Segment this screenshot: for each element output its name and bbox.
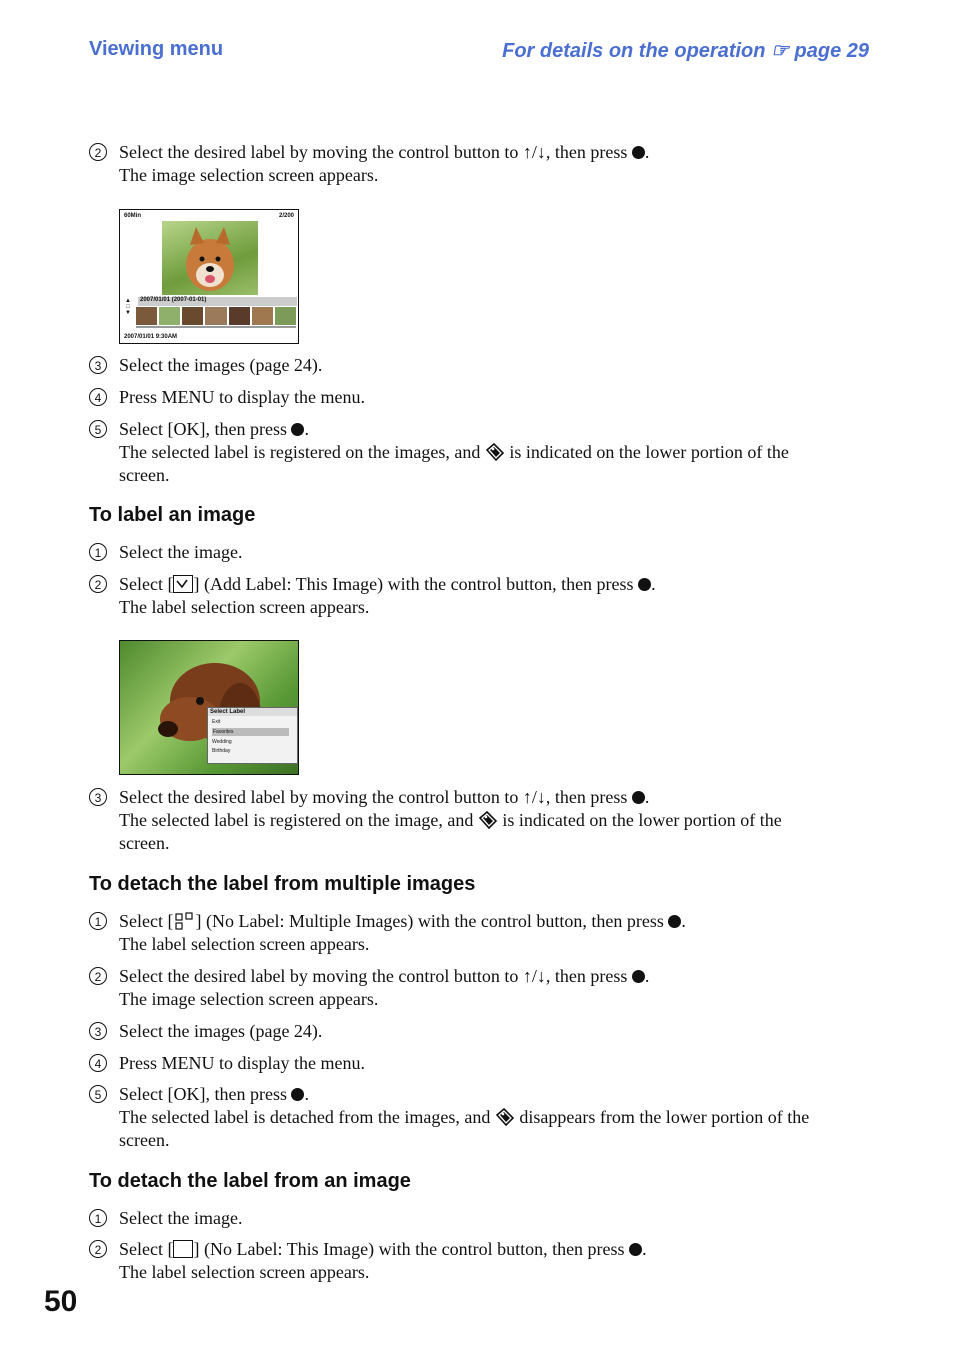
label-selection-screen: [119, 640, 299, 775]
step-2: 2 Select the desired label by moving the control button to ↑/↓, then press . The image selection screen appears.: [89, 141, 889, 187]
press-button-icon: [632, 791, 645, 804]
menu-item-birthday[interactable]: Birthday: [212, 748, 231, 754]
add-label-icon: [173, 575, 193, 593]
step-1: [89, 1207, 889, 1230]
step-2: 2 Select [ ] (No Label: This Image) with the control button, then press . The label selection screen appears.: [89, 1238, 889, 1284]
press-button-icon: [291, 1088, 304, 1101]
step-number: 2: [89, 967, 107, 985]
step-number: 2: [89, 575, 107, 593]
step-5: 5 Select [OK], then press . The selected label is detached from the images, and disappears from the lower portion of the screen.: [89, 1083, 889, 1152]
section-header: Viewing menu: [89, 38, 224, 60]
step-subtext: disappears from the lower portion of the: [519, 1107, 810, 1127]
step-text: Select the desired label by moving the control button to ↑/↓, then press: [119, 966, 628, 986]
step-number: 1: [89, 543, 107, 561]
page-number: 50: [44, 1285, 78, 1318]
label-tag-icon: [478, 811, 498, 829]
thumbnail[interactable]: [159, 307, 180, 325]
step-text: Select [OK], then press: [119, 419, 287, 439]
step-3: [89, 354, 889, 377]
step-1: [89, 541, 889, 564]
label-tag-icon: [485, 443, 505, 461]
press-button-icon: [291, 423, 304, 436]
step-text: Press MENU to display the menu.: [119, 1053, 365, 1073]
step-3: 3 Select the desired label by moving the control button to ↑/↓, then press . The selected label is registered on the image, and is indicated on the lower portion of the screen.: [89, 786, 889, 855]
step-number: 5: [89, 1085, 107, 1103]
press-button-icon: [632, 146, 645, 159]
multiple-images-icon: [173, 912, 195, 930]
select-label-menu[interactable]: [207, 707, 298, 764]
step-number: 2: [89, 143, 107, 161]
step-text: Select [: [119, 1239, 174, 1259]
step-subtext: The image selection screen appears.: [119, 989, 379, 1009]
thumbnail[interactable]: [275, 307, 296, 325]
step-text: Select the image.: [119, 1208, 243, 1228]
menu-item-wedding[interactable]: Wedding: [212, 739, 232, 745]
step-3: [89, 1020, 889, 1043]
step-text: Select [: [119, 574, 174, 594]
step-1: 1 Select [ ] (No Label: Multiple Images) with the control button, then press . The label selection screen appears.: [89, 910, 889, 956]
step-2: 2 Select the desired label by moving the control button to ↑/↓, then press . The image selection screen appears.: [89, 965, 889, 1011]
step-text: Select the images (page 24).: [119, 355, 323, 375]
step-number: 3: [89, 356, 107, 374]
section-title: To label an image: [89, 504, 256, 526]
no-label-icon: [173, 1240, 193, 1258]
step-text: ] (No Label: Multiple Images) with the control button, then press: [195, 911, 664, 931]
date-bar: 2007/01/01 (2007-01-01): [138, 297, 297, 306]
step-text: Select the image.: [119, 542, 243, 562]
step-text: Select the desired label by moving the control button to ↑/↓, then press: [119, 787, 628, 807]
step-subtext: The selected label is registered on the image, and: [119, 810, 474, 830]
image-counter: 2/200: [278, 213, 294, 219]
step-number: 2: [89, 1240, 107, 1258]
label-tag-icon: [495, 1108, 515, 1126]
step-number: 1: [89, 1209, 107, 1227]
step-text: ] (Add Label: This Image) with the control button, then press: [193, 574, 634, 594]
step-number: 5: [89, 420, 107, 438]
press-button-icon: [629, 1243, 642, 1256]
section-title: To detach the label from an image: [89, 1170, 411, 1192]
thumbnail[interactable]: [229, 307, 250, 325]
thumbnail[interactable]: [252, 307, 273, 325]
menu-title: Select Label: [208, 708, 297, 716]
step-text: Select the desired label by moving the control button to ↑/↓, then press: [119, 142, 628, 162]
step-subtext: screen.: [119, 833, 170, 853]
section-title: To detach the label from multiple images: [89, 873, 476, 895]
step-subtext: is indicated on the lower portion of the: [509, 442, 789, 462]
step-number: 3: [89, 788, 107, 806]
scroll-arrows[interactable]: ▲ □ ▼: [125, 298, 131, 316]
step-4: [89, 1052, 889, 1075]
press-button-icon: [668, 915, 681, 928]
step-text: Select the images (page 24).: [119, 1021, 323, 1041]
step-text: Press MENU to display the menu.: [119, 387, 365, 407]
thumbnail[interactable]: [182, 307, 203, 325]
image-selection-screen: [119, 209, 299, 344]
date-time: 2007/01/01 9:30AM: [124, 334, 178, 340]
step-number: 4: [89, 388, 107, 406]
press-button-icon: [632, 970, 645, 983]
step-subtext: The label selection screen appears.: [119, 597, 370, 617]
scroll-bar[interactable]: [136, 326, 296, 328]
step-text: ] (No Label: This Image) with the control button, then press: [193, 1239, 625, 1259]
step-subtext: The selected label is detached from the images, and: [119, 1107, 491, 1127]
step-subtext: The selected label is registered on the images, and: [119, 442, 481, 462]
step-number: 3: [89, 1022, 107, 1040]
step-5: 5 Select [OK], then press . The selected label is registered on the images, and is indicated on the lower portion of the screen.: [89, 418, 889, 487]
step-subtext: screen.: [119, 465, 170, 485]
page-reference[interactable]: For details on the operation ☞ page 29: [502, 40, 869, 62]
step-number: 1: [89, 912, 107, 930]
menu-item-exit[interactable]: Exit: [212, 719, 221, 725]
thumbnail[interactable]: [136, 307, 157, 325]
step-subtext: is indicated on the lower portion of the: [502, 810, 782, 830]
step-text: Select [: [119, 911, 174, 931]
dog-photo: [162, 221, 258, 295]
step-4: [89, 386, 889, 409]
thumbnail-strip[interactable]: [136, 307, 296, 325]
menu-item-favorites[interactable]: Favorites: [212, 728, 289, 736]
battery-time: 60Min: [124, 213, 142, 219]
step-subtext: screen.: [119, 1130, 170, 1150]
step-2: 2 Select [ ] (Add Label: This Image) with the control button, then press . The label selection screen appears.: [89, 573, 889, 619]
step-subtext: The image selection screen appears.: [119, 165, 379, 185]
step-subtext: The label selection screen appears.: [119, 934, 370, 954]
thumbnail[interactable]: [205, 307, 226, 325]
step-text: Select [OK], then press: [119, 1084, 287, 1104]
step-subtext: The label selection screen appears.: [119, 1262, 370, 1282]
step-number: 4: [89, 1054, 107, 1072]
press-button-icon: [638, 578, 651, 591]
